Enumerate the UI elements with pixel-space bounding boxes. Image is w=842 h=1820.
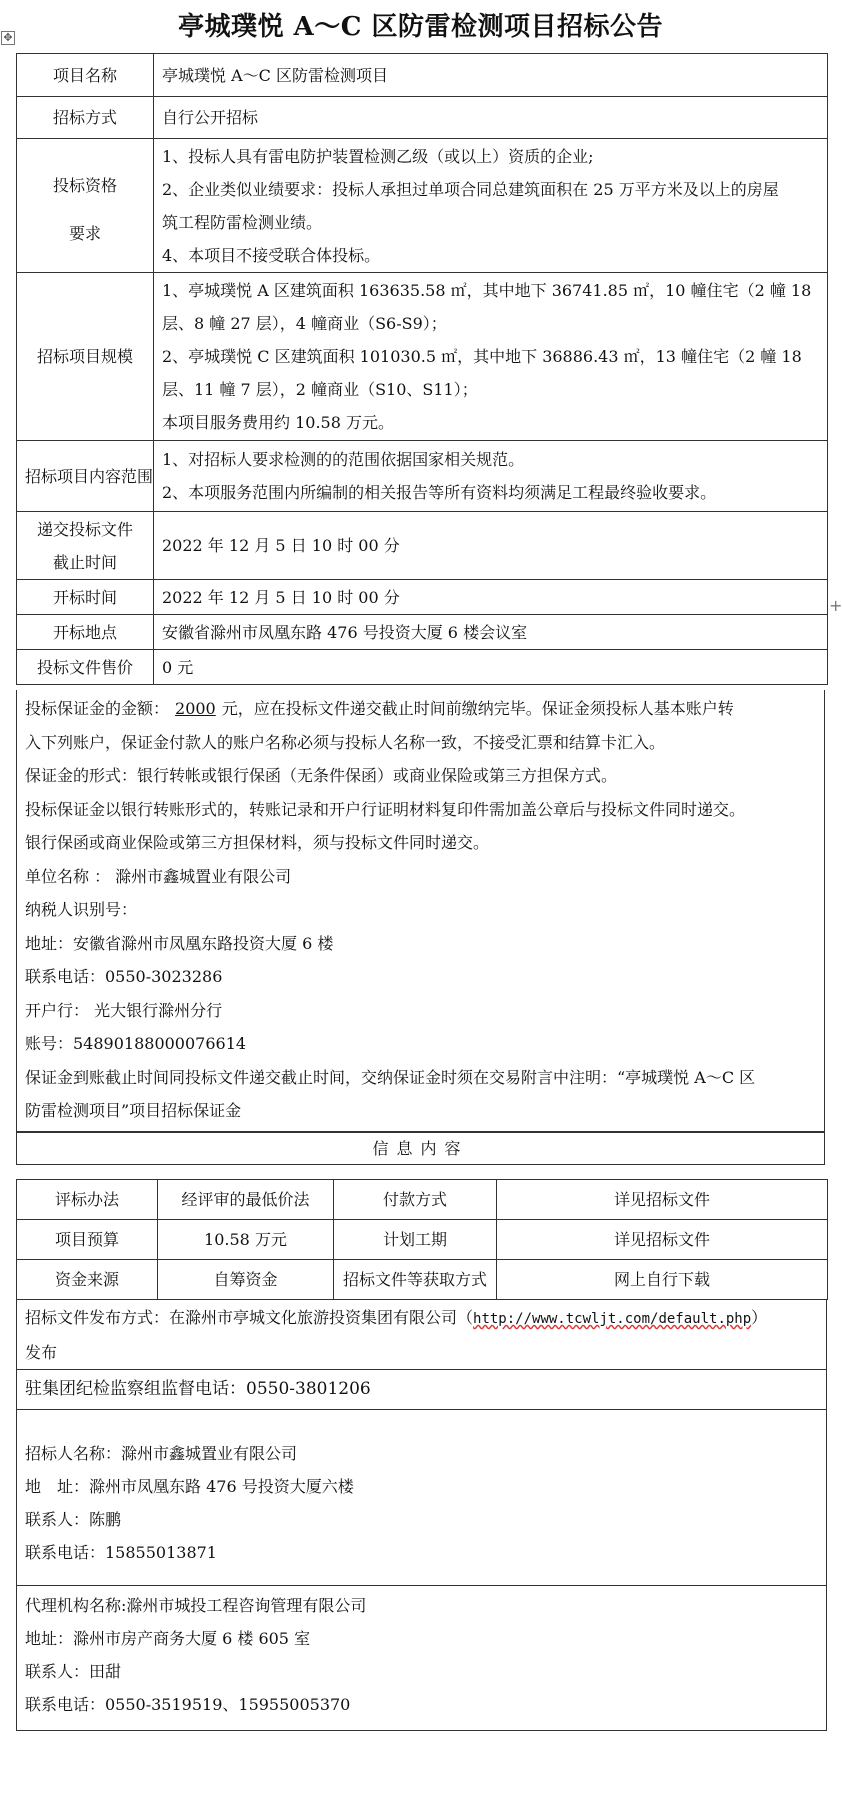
scale-line: 2、亭城璞悦 C 区建筑面积 101030.5 ㎡，其中地下 36886.43 ㎡，13 幢住宅（2 幢 18 <box>162 347 802 366</box>
publish-url-link[interactable]: http://www.tcwljt.com/default.php <box>473 1311 752 1327</box>
table-cell: 自筹资金 <box>158 1260 334 1300</box>
publish-box <box>16 1299 827 1370</box>
project-name-label: 项目名称 <box>17 54 154 97</box>
deposit-account: 账号：54890188000076614 <box>25 1034 247 1053</box>
table-row <box>17 1220 828 1260</box>
qualification-label-line: 投标资格 <box>52 175 117 195</box>
deposit-line: 入下列账户，保证金付款人的账户名称必须与投标人名称一致，不接受汇票和结算卡汇入。 <box>25 732 666 752</box>
qualification-label-line: 要求 <box>68 223 101 243</box>
qualification-line: 2、企业类似业绩要求：投标人承担过单项合同总建筑面积在 25 万平方米及以上的房屋 <box>162 179 779 199</box>
table-row <box>17 580 828 615</box>
table-row <box>17 441 828 512</box>
deposit-line: 银行保函或商业保险或第三方担保材料，须与投标文件同时递交。 <box>25 833 490 852</box>
doc-price-value: 0 元 <box>154 650 828 685</box>
table-cell: 10.58 万元 <box>158 1220 334 1260</box>
method-value: 自行公开招标 <box>154 97 828 139</box>
table-cell: 付款方式 <box>334 1180 497 1220</box>
tenderer-box <box>16 1410 827 1586</box>
tender-info-table <box>16 53 828 685</box>
deadline-label-line: 截止时间 <box>52 552 117 572</box>
publish-line: 发布 <box>25 1343 58 1362</box>
deadline-label <box>17 512 154 580</box>
table-cell: 评标办法 <box>17 1180 158 1220</box>
publish-line <box>25 1301 818 1336</box>
scale-line: 1、亭城璞悦 A 区建筑面积 163635.58 ㎡，其中地下 36741.85 ㎡，10 幢住宅（2 幢 18 <box>162 281 812 300</box>
table-row <box>17 273 828 441</box>
add-column-icon[interactable]: + <box>829 596 842 615</box>
project-name-value: 亭城璞悦 A～C 区防雷检测项目 <box>154 54 828 97</box>
table-row <box>17 54 828 97</box>
qualification-label <box>17 139 154 273</box>
deposit-taxid: 纳税人识别号： <box>25 900 138 919</box>
table-row <box>17 1180 828 1220</box>
info-table <box>16 1179 828 1300</box>
open-place-value: 安徽省滁州市凤凰东路 476 号投资大厦 6 楼会议室 <box>154 615 828 650</box>
deposit-line: 保证金的形式：银行转帐或银行保函（无条件保函）或商业保险或第三方担保方式。 <box>25 766 618 785</box>
table-row <box>17 615 828 650</box>
deposit-address: 地址：安徽省滁州市凤凰东路投资大厦 6 楼 <box>25 933 334 953</box>
tenderer-address: 地 址：滁州市凤凰东路 476 号投资大厦六楼 <box>25 1477 354 1496</box>
agent-box <box>16 1586 827 1731</box>
deposit-note: 防雷检测项目”项目招标保证金 <box>25 1101 242 1120</box>
table-row <box>17 97 828 139</box>
scale-label: 招标项目规模 <box>17 273 154 441</box>
table-cell: 详见招标文件 <box>497 1220 828 1260</box>
table-cell: 招标文件等获取方式 <box>334 1260 497 1300</box>
open-place-label: 开标地点 <box>17 615 154 650</box>
tenderer-name: 招标人名称：滁州市鑫城置业有限公司 <box>25 1444 298 1463</box>
deposit-note: 保证金到账截止时间同投标文件递交截止时间，交纳保证金时须在交易附言中注明：“亭城璞悦 A～C 区 <box>25 1067 756 1087</box>
table-cell: 资金来源 <box>17 1260 158 1300</box>
open-time-label: 开标时间 <box>17 580 154 615</box>
qualification-value <box>154 139 828 273</box>
table-row <box>17 1260 828 1300</box>
tenderer-contact: 联系人：陈鹏 <box>25 1510 122 1529</box>
scope-value <box>154 441 828 512</box>
agent-phone: 联系电话：0550-3519519、15955005370 <box>25 1695 351 1714</box>
supervise-box <box>16 1370 827 1410</box>
agent-contact: 联系人：田甜 <box>25 1662 122 1681</box>
scope-line: 2、本项服务范围内所编制的相关报告等所有资料均须满足工程最终验收要求。 <box>162 483 717 502</box>
qualification-line: 4、本项目不接受联合体投标。 <box>162 245 381 265</box>
deposit-line: 投标保证金以银行转账形式的，转账记录和开户行证明材料复印件需加盖公章后与投标文件同时递交。 <box>25 799 746 819</box>
scope-line: 1、对招标人要求检测的的范围依据国家相关规范。 <box>162 450 525 469</box>
supervise-phone: 驻集团纪检监察组监督电话：0550-3801206 <box>25 1379 371 1399</box>
table-move-handle-icon[interactable]: ✥ <box>1 31 15 45</box>
deadline-label-line: 递交投标文件 <box>36 519 133 539</box>
table-cell: 详见招标文件 <box>497 1180 828 1220</box>
table-cell: 计划工期 <box>334 1220 497 1260</box>
info-content-header: 信息内容 <box>16 1131 825 1165</box>
scale-line: 本项目服务费用约 10.58 万元。 <box>162 413 394 432</box>
deposit-unit: 单位名称 ： 滁州市鑫城置业有限公司 <box>25 866 292 886</box>
table-row <box>17 650 828 685</box>
deposit-text: 投标保证金的金额： <box>25 699 170 718</box>
qualification-line: 筑工程防雷检测业绩。 <box>162 212 323 232</box>
open-time-value: 2022 年 12 月 5 日 10 时 00 分 <box>154 580 828 615</box>
deadline-value: 2022 年 12 月 5 日 10 时 00 分 <box>154 512 828 580</box>
table-row <box>17 512 828 580</box>
qualification-line: 1、投标人具有雷电防护装置检测乙级（或以上）资质的企业; <box>162 146 594 166</box>
deposit-bank: 开户行： 光大银行滁州分行 <box>25 1000 223 1020</box>
scale-line: 层、8 幢 27 层），4 幢商业（S6-S9）； <box>162 314 447 333</box>
agent-name: 代理机构名称:滁州市城投工程咨询管理有限公司 <box>25 1596 367 1615</box>
table-cell: 经评审的最低价法 <box>158 1180 334 1220</box>
deposit-line <box>25 692 816 726</box>
scale-value <box>154 273 828 441</box>
method-label: 招标方式 <box>17 97 154 139</box>
deposit-text: 元，应在投标文件递交截止时间前缴纳完毕。保证金须投标人基本账户转 <box>221 699 734 718</box>
tenderer-phone: 联系电话：15855013871 <box>25 1543 217 1562</box>
deposit-amount: 2000 <box>175 699 216 718</box>
scope-label: 招标项目内容范围 <box>17 441 154 512</box>
table-cell: 网上自行下载 <box>497 1260 828 1300</box>
publish-text: ） <box>751 1308 768 1327</box>
table-cell: 项目预算 <box>17 1220 158 1260</box>
deposit-section <box>16 690 825 1133</box>
table-row <box>17 139 828 273</box>
scale-line: 层、11 幢 7 层），2 幢商业（S10、S11）； <box>162 380 478 399</box>
doc-price-label: 投标文件售价 <box>17 650 154 685</box>
deposit-phone: 联系电话：0550-3023286 <box>25 967 223 986</box>
page-title: 亭城璞悦 A～C 区防雷检测项目招标公告 <box>178 12 663 42</box>
agent-address: 地址：滁州市房产商务大厦 6 楼 605 室 <box>25 1629 311 1648</box>
publish-text: 招标文件发布方式：在滁州市亭城文化旅游投资集团有限公司（ <box>25 1308 474 1327</box>
